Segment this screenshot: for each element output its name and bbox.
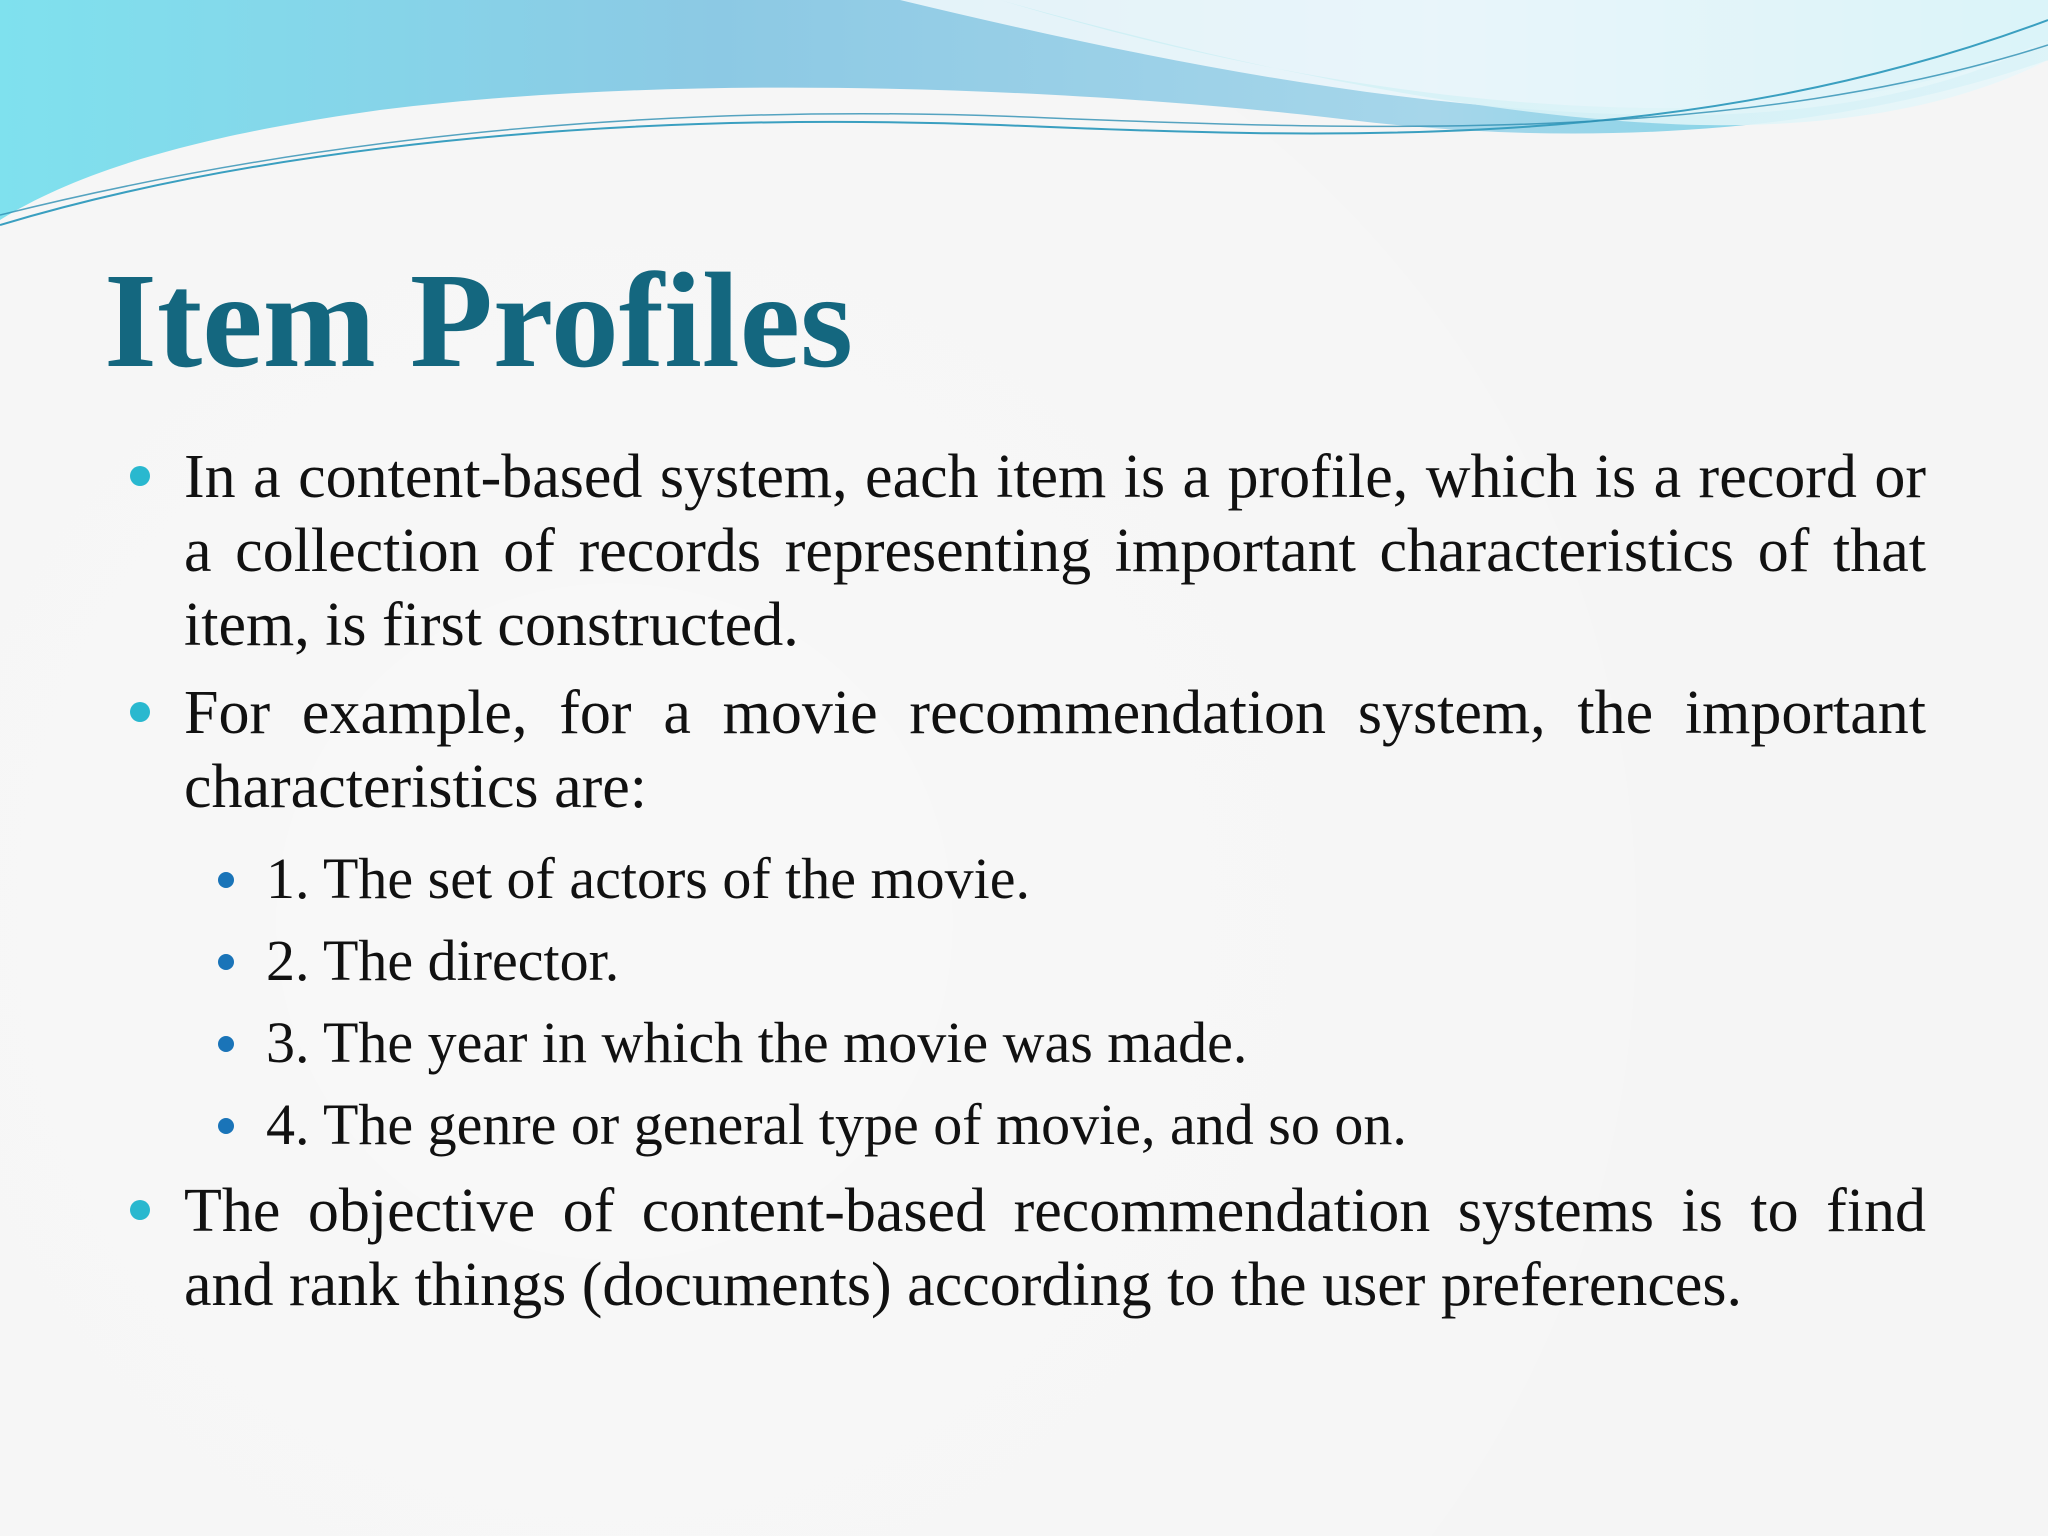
bullet-item-3 xyxy=(126,1174,1926,1322)
sub-bullet-item-4 xyxy=(126,1084,1926,1166)
sub-bullet-item-2 xyxy=(126,920,1926,1002)
sub-bullet-dot-icon xyxy=(218,1036,234,1052)
sub-bullet-item-1 xyxy=(126,838,1926,920)
sub-bullet-text: 1. The set of actors of the movie. xyxy=(266,846,1030,911)
sub-bullet-dot-icon xyxy=(218,1118,234,1134)
slide-content xyxy=(126,440,1926,1336)
sub-bullet-list xyxy=(126,838,1926,1166)
sub-bullet-dot-icon xyxy=(218,954,234,970)
bullet-dot-icon xyxy=(130,466,150,486)
sub-bullet-dot-icon xyxy=(218,872,234,888)
bullet-item-2 xyxy=(126,676,1926,824)
bullet-dot-icon xyxy=(130,1200,150,1220)
decorative-wave-header xyxy=(0,0,2048,240)
bullet-text: The objective of content-based recommendation systems is to find and rank things (documents) according to the user preferences. xyxy=(184,1177,1926,1319)
sub-bullet-text: 2. The director. xyxy=(266,928,620,993)
bullet-text: For example, for a movie recommendation system, the important characteristics are: xyxy=(184,679,1926,821)
slide-title: Item Profiles xyxy=(104,246,853,396)
bullet-dot-icon xyxy=(130,702,150,722)
bullet-text: In a content-based system, each item is a profile, which is a record or a collection of records representing important characteristics of that item, is first constructed. xyxy=(184,443,1926,659)
sub-bullet-text: 4. The genre or general type of movie, and so on. xyxy=(266,1092,1407,1157)
sub-bullet-item-3 xyxy=(126,1002,1926,1084)
bullet-item-1 xyxy=(126,440,1926,662)
sub-bullet-text: 3. The year in which the movie was made. xyxy=(266,1010,1248,1075)
